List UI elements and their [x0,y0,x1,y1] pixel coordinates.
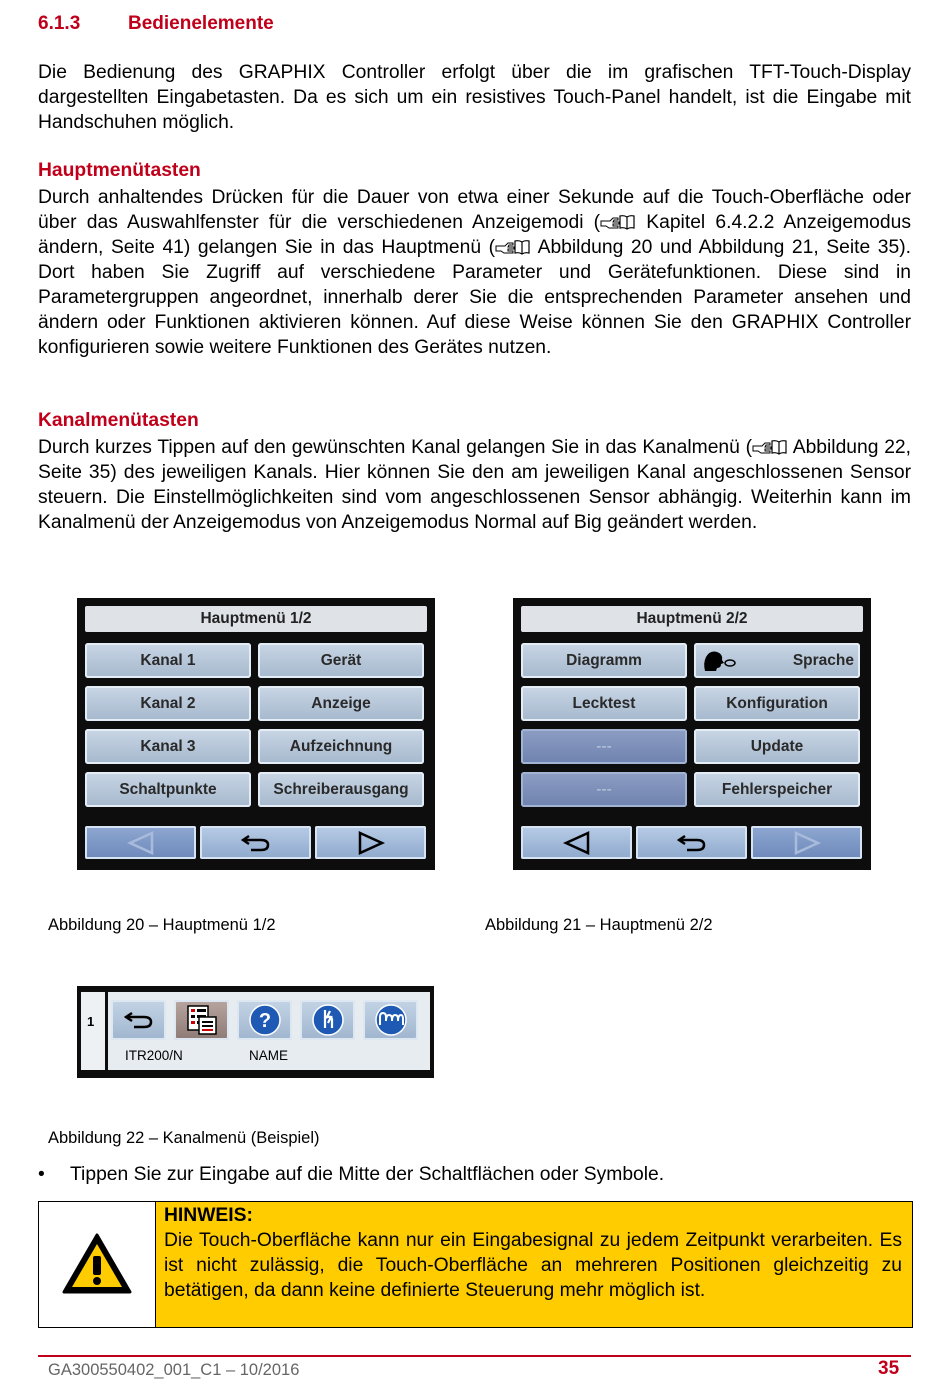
main-keys-text-2: ) gelangen Sie in das Hauptmenü ( [183,237,496,258]
channel-keys-paragraph [38,435,911,535]
main-keys-ref-1[interactable]: Kapitel 6.4.2.2 Anzeigemodus ändern, Seite 41 [38,212,911,258]
instruction-text: Tippen Sie zur Eingabe auf die Mitte der Schaltflächen oder Symbole. [70,1164,665,1185]
book-reference-icon [495,237,531,258]
menu1-button-schaltpunkte[interactable]: Schaltpunkte [85,772,251,807]
channel-keys-text-2: ) des jeweiligen Kanals. Hier können Sie den am jeweiligen Kanal angeschlossenen Sensor steuern. Die Einstellmöglichkeiten sind vom angeschlossenen Sensor abhängig. Weiterhin kann im Kanalmenü der Anzeigemodus von Anzeigemodus Normal auf Big geändert werden. [38,462,911,533]
figure-22-caption: Abbildung 22 – Kanalmenü (Beispiel) [48,1129,320,1147]
settings-list-icon [185,1003,219,1037]
menu2-back-button[interactable] [636,826,747,859]
channel-keys-ref-1[interactable]: Abbildung 22, Seite 35 [38,437,912,483]
speaking-head-icon [702,649,736,673]
notice-text-cell [156,1202,912,1327]
main-menu-2-screen [513,598,871,870]
section-heading [38,13,274,35]
menu1-button-kanal-1[interactable]: Kanal 1 [85,643,251,678]
main-keys-heading: Hauptmenütasten [38,160,201,181]
menu2-button-diagramm[interactable]: Diagramm [521,643,687,678]
menu2-button-empty-1: --- [521,729,687,764]
channel-name: NAME [249,1048,289,1063]
main-keys-paragraph [38,185,911,360]
channel-settings-button[interactable] [174,1000,229,1040]
footer-divider [38,1355,911,1357]
return-arrow-icon [241,832,271,854]
menu1-button-aufzeichnung[interactable]: Aufzeichnung [258,729,424,764]
pointing-hand-icon [600,212,636,233]
main-menu-2-title: Hauptmenü 2/2 [521,606,863,632]
channel-back-button[interactable] [111,1000,166,1040]
menu2-button-sprache[interactable] [694,643,860,678]
channel-menu-screen [77,986,434,1078]
channel-menu-panel [81,992,430,1070]
channel-degas-button[interactable] [300,1000,355,1040]
channel-number: 1 [87,1014,95,1029]
figure-20-caption: Abbildung 20 – Hauptmenü 1/2 [48,916,276,934]
channel-help-button[interactable] [237,1000,292,1040]
page-number: 35 [878,1358,900,1379]
menu2-button-lecktest[interactable]: Lecktest [521,686,687,721]
menu2-label-sprache: Sprache [792,652,854,669]
menu2-button-fehlerspeicher[interactable]: Fehlerspeicher [694,772,860,807]
menu2-prev-button[interactable] [521,826,632,859]
main-menu-1-screen [77,598,435,870]
main-keys-ref-2[interactable]: Abbildung 20 und Abbildung 21, Seite 35 [537,237,900,258]
intro-paragraph: Die Bedienung des GRAPHIX Controller erfolgt über die im grafischen TFT-Touch-Display dargestellten Eingabetasten. Da es sich um ein resistives Touch-Panel handelt, ist die Eingabe mit Handschuhen möglich. [38,62,911,133]
pointing-hand-icon [752,437,788,458]
section-title: Bedienelemente [128,13,274,34]
degas-icon [311,1003,345,1037]
svg-text:?: ? [258,1010,271,1032]
back-icon [124,1009,154,1031]
filament-icon [374,1003,408,1037]
menu1-next-button[interactable] [315,826,426,859]
menu1-button-schreiberausgang[interactable]: Schreiberausgang [258,772,424,807]
figure-21-caption: Abbildung 21 – Hauptmenü 2/2 [485,916,713,934]
notice-title: HINWEIS: [164,1205,253,1226]
menu1-button-kanal-2[interactable]: Kanal 2 [85,686,251,721]
triangle-right-icon [792,831,822,855]
notice-box [38,1201,913,1328]
channel-filament-button[interactable] [363,1000,418,1040]
main-keys-text-3: ). Dort haben Sie Zugriff auf verschiedene Parameter und Gerätefunktionen. Diese sind in Parametergruppen angeordnet, innerhalb derer Sie die entsprechenden Parameter ansehen und ändern oder Funktionen aktivieren können. Auf diese Weise können Sie den GRAPHIX Controller konfigurieren sowie weitere Funktionen des Gerätes nutzen. [38,237,911,358]
menu1-button-anzeige[interactable]: Anzeige [258,686,424,721]
footer-doc-id: GA300550402_001_C1 – 10/2016 [48,1361,300,1379]
menu1-back-button[interactable] [200,826,311,859]
triangle-left-icon [562,831,592,855]
menu2-button-konfiguration[interactable]: Konfiguration [694,686,860,721]
channel-keys-text-1: Durch kurzes Tippen auf den gewünschten Kanal gelangen Sie in das Kanalmenü ( [38,437,753,458]
channel-keys-heading: Kanalmenütasten [38,410,199,431]
bullet-icon: • [38,1164,45,1185]
main-menu-1-title: Hauptmenü 1/2 [85,606,427,632]
menu2-next-button[interactable] [751,826,862,859]
instruction-bullet [38,1164,664,1186]
sensor-type: ITR200/N [125,1048,183,1063]
return-arrow-icon [677,832,707,854]
notice-icon-cell [39,1202,156,1327]
main-keys-text-1: Durch anhaltendes Drücken für die Dauer von etwa einer Sekunde auf die Touch-Oberfläche oder über das Auswahlfenster für die verschiedenen Anzeigemodi ( [38,187,911,233]
triangle-left-icon [126,831,156,855]
menu1-button-kanal-3[interactable]: Kanal 3 [85,729,251,764]
menu1-button-geraet[interactable]: Gerät [258,643,424,678]
menu2-button-empty-2: --- [521,772,687,807]
warning-triangle-icon [61,1232,133,1296]
triangle-right-icon [356,831,386,855]
notice-text: Die Touch-Oberfläche kann nur ein Eingabesignal zu jedem Zeitpunkt verarbeiten. Es ist nicht zulässig, die Touch-Oberfläche an mehreren Positionen gleichzeitig zu betätigen, da dann keine definierte Steuerung mehr möglich ist. [164,1230,902,1301]
help-icon [248,1003,282,1037]
menu2-button-update[interactable]: Update [694,729,860,764]
section-number: 6.1.3 [38,13,81,34]
menu1-prev-button[interactable] [85,826,196,859]
